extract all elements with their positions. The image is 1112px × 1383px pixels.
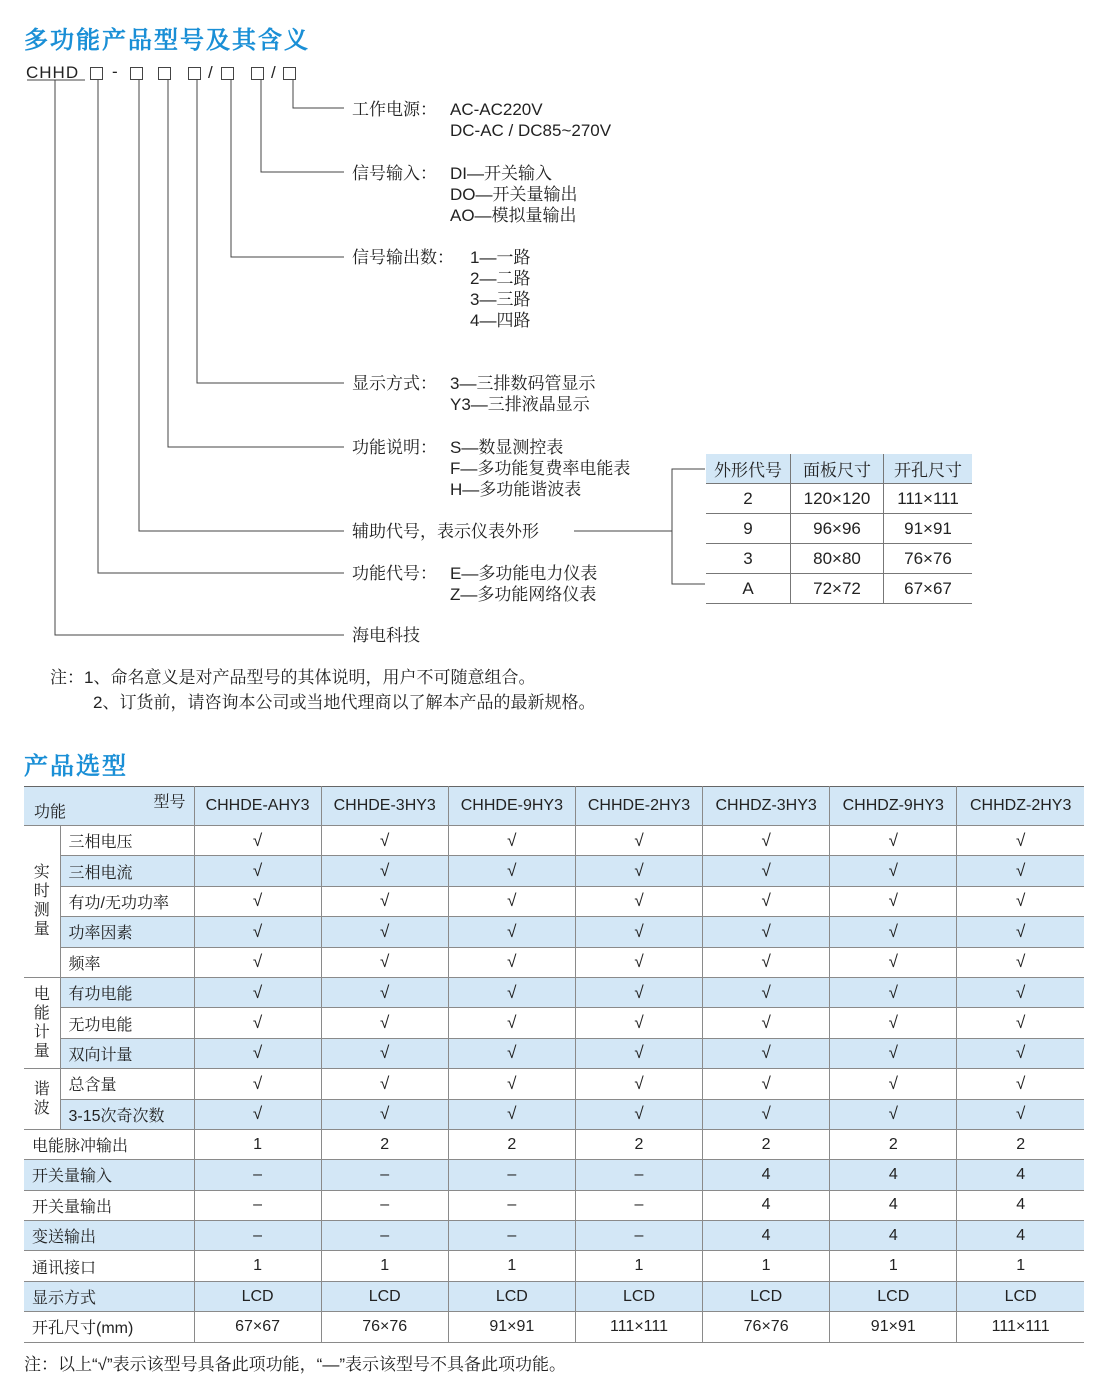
check-mark-cell: √: [448, 917, 575, 947]
group-label: 谐波: [33, 1081, 50, 1118]
check-mark-cell: √: [703, 947, 830, 977]
model-header-cell: CHHDZ-9HY3: [830, 787, 957, 826]
value-cell: –: [575, 1190, 702, 1220]
table-row: [24, 1129, 1084, 1159]
check-mark-cell: √: [703, 826, 830, 856]
func-code-label: 功能代号：: [352, 564, 437, 583]
table-row: [24, 886, 1084, 916]
value-cell: 4: [957, 1221, 1084, 1251]
check-mark-cell: √: [448, 1038, 575, 1068]
value-cell: 2: [321, 1129, 448, 1159]
group-label-cell: [24, 826, 60, 978]
value-cell: –: [448, 1221, 575, 1251]
check-mark-cell: √: [957, 917, 1084, 947]
value-cell: 4: [830, 1221, 957, 1251]
check-mark-cell: √: [448, 826, 575, 856]
note-1: 注：1、命名意义是对产品型号的其体说明，用户不可随意组合。: [50, 668, 536, 687]
check-mark-cell: √: [321, 886, 448, 916]
value-cell: –: [194, 1160, 321, 1190]
check-mark-cell: √: [830, 947, 957, 977]
size-header-code: 外形代号: [706, 454, 791, 484]
model-sep-dash: -: [112, 62, 118, 81]
value-cell: 2: [830, 1129, 957, 1159]
size-cell: 111×111: [884, 484, 973, 514]
feature-label: 频率: [60, 947, 194, 977]
check-mark-cell: √: [448, 947, 575, 977]
check-mark-cell: √: [957, 947, 1084, 977]
note-2: 2、订货前，请咨询本公司或当地代理商以了解本产品的最新规格。: [93, 693, 596, 712]
value-cell: 2: [703, 1129, 830, 1159]
value-cell: 111×111: [575, 1312, 702, 1342]
value-cell: 4: [703, 1160, 830, 1190]
power-label: 工作电源：: [352, 100, 437, 119]
check-mark-cell: √: [448, 886, 575, 916]
check-mark-cell: √: [448, 1099, 575, 1129]
check-mark-cell: √: [830, 826, 957, 856]
size-cell: 76×76: [884, 544, 973, 574]
display-label: 显示方式：: [352, 374, 437, 393]
signal-in-line-2: DO—开关量输出: [450, 185, 578, 204]
check-mark-cell: √: [448, 977, 575, 1007]
value-cell: LCD: [703, 1281, 830, 1311]
signal-in-line-3: AO—模拟量输出: [450, 206, 577, 225]
feature-label: 三相电压: [60, 826, 194, 856]
table-row: [24, 1160, 1084, 1190]
check-mark-cell: √: [957, 826, 1084, 856]
size-table-header: [706, 454, 972, 484]
aux-label: 辅助代号，表示仪表外形: [352, 522, 539, 541]
table-row: [24, 856, 1084, 886]
value-cell: 76×76: [321, 1312, 448, 1342]
size-cell: 96×96: [791, 514, 884, 544]
value-cell: 1: [448, 1251, 575, 1281]
check-mark-cell: √: [830, 977, 957, 1007]
check-mark-cell: √: [194, 977, 321, 1007]
power-line-2: DC-AC / DC85~270V: [450, 121, 612, 140]
check-mark-cell: √: [575, 947, 702, 977]
value-cell: –: [448, 1190, 575, 1220]
signal-out-label: 信号输出数：: [352, 248, 454, 267]
table-row: [24, 977, 1084, 1007]
value-cell: 4: [957, 1160, 1084, 1190]
size-table-row: [706, 514, 972, 544]
display-line-1: 3—三排数码管显示: [450, 374, 596, 393]
value-cell: 1: [830, 1251, 957, 1281]
value-cell: 1: [194, 1129, 321, 1159]
value-cell: 1: [194, 1251, 321, 1281]
check-mark-cell: √: [321, 826, 448, 856]
table-row: [24, 826, 1084, 856]
model-sep-slash-2: /: [271, 63, 276, 82]
check-mark-cell: √: [575, 1069, 702, 1099]
func-code-line-1: E—多功能电力仪表: [450, 564, 598, 583]
check-mark-cell: √: [321, 1008, 448, 1038]
size-cell: 67×67: [884, 574, 973, 604]
table-row: [24, 947, 1084, 977]
value-cell: –: [194, 1190, 321, 1220]
size-cell: A: [706, 574, 791, 604]
check-mark-cell: √: [830, 1099, 957, 1129]
size-header-cutout: 开孔尺寸: [884, 454, 973, 484]
check-mark-cell: √: [194, 917, 321, 947]
size-header-panel: 面板尺寸: [791, 454, 884, 484]
table-row: [24, 917, 1084, 947]
size-cell: 120×120: [791, 484, 884, 514]
value-cell: –: [575, 1221, 702, 1251]
value-cell: 111×111: [957, 1312, 1084, 1342]
feature-label: 开关量输入: [24, 1160, 194, 1190]
check-mark-cell: √: [957, 1099, 1084, 1129]
check-mark-cell: √: [194, 1099, 321, 1129]
model-header-cell: CHHDE-2HY3: [575, 787, 702, 826]
check-mark-cell: √: [957, 856, 1084, 886]
check-mark-cell: √: [830, 917, 957, 947]
value-cell: –: [321, 1221, 448, 1251]
feature-label: 双向计量: [60, 1038, 194, 1068]
model-meaning-heading: 多功能产品型号及其含义: [24, 27, 310, 54]
check-mark-cell: √: [194, 886, 321, 916]
check-mark-cell: √: [830, 1008, 957, 1038]
value-cell: 2: [575, 1129, 702, 1159]
group-label-cell: [24, 977, 60, 1068]
value-cell: –: [321, 1160, 448, 1190]
check-mark-cell: √: [703, 856, 830, 886]
value-cell: 2: [957, 1129, 1084, 1159]
check-mark-cell: √: [575, 856, 702, 886]
feature-label: 总含量: [60, 1069, 194, 1099]
feature-label: 通讯接口: [24, 1251, 194, 1281]
check-mark-cell: √: [830, 886, 957, 916]
value-cell: –: [575, 1160, 702, 1190]
value-cell: 1: [957, 1251, 1084, 1281]
product-select-heading: 产品选型: [24, 753, 128, 780]
product-selection-table: [24, 786, 1084, 1343]
check-mark-cell: √: [703, 1069, 830, 1099]
value-cell: 91×91: [448, 1312, 575, 1342]
value-cell: 91×91: [830, 1312, 957, 1342]
check-mark-cell: √: [575, 886, 702, 916]
check-mark-cell: √: [703, 1038, 830, 1068]
signal-out-line-2: 2—二路: [470, 269, 531, 288]
signal-in-line-1: DI—开关输入: [450, 164, 552, 183]
value-cell: 2: [448, 1129, 575, 1159]
check-mark-cell: √: [575, 977, 702, 1007]
check-mark-cell: √: [194, 1069, 321, 1099]
check-mark-cell: √: [957, 977, 1084, 1007]
check-mark-cell: √: [321, 1099, 448, 1129]
value-cell: LCD: [448, 1281, 575, 1311]
size-cell: 72×72: [791, 574, 884, 604]
feature-label: 变送输出: [24, 1221, 194, 1251]
feature-label: 三相电流: [60, 856, 194, 886]
display-line-2: Y3—三排液晶显示: [450, 395, 590, 414]
check-mark-cell: √: [575, 917, 702, 947]
check-mark-cell: √: [194, 947, 321, 977]
feature-label: 显示方式: [24, 1281, 194, 1311]
model-header-cell: CHHDZ-3HY3: [703, 787, 830, 826]
header-function-label: 功能: [34, 804, 67, 821]
table-row: [24, 1312, 1084, 1342]
function-label: 功能说明：: [352, 438, 437, 457]
check-mark-cell: √: [703, 886, 830, 916]
power-line-1: AC-AC220V: [450, 100, 543, 119]
signal-out-line-4: 4—四路: [470, 311, 531, 330]
check-mark-cell: √: [957, 1008, 1084, 1038]
value-cell: LCD: [575, 1281, 702, 1311]
check-mark-cell: √: [448, 1008, 575, 1038]
check-mark-cell: √: [957, 1069, 1084, 1099]
table-row: [24, 1099, 1084, 1129]
value-cell: LCD: [830, 1281, 957, 1311]
value-cell: LCD: [194, 1281, 321, 1311]
header-model-label: 型号: [153, 794, 186, 811]
size-cell: 91×91: [884, 514, 973, 544]
group-label: 电能计量: [33, 986, 50, 1061]
size-table-row: [706, 544, 972, 574]
feature-label: 3-15次奇次数: [60, 1099, 194, 1129]
model-sep-slash-1: /: [208, 63, 213, 82]
function-line-3: H—多功能谐波表: [450, 480, 582, 499]
header-corner-cell: [24, 787, 194, 826]
check-mark-cell: √: [194, 1038, 321, 1068]
size-cell: 3: [706, 544, 791, 574]
check-mark-cell: √: [703, 1099, 830, 1129]
check-mark-cell: √: [830, 1069, 957, 1099]
size-cell: 80×80: [791, 544, 884, 574]
table-row: [24, 1281, 1084, 1311]
signal-out-line-1: 1—一路: [470, 248, 531, 267]
feature-label: 开孔尺寸(mm): [24, 1312, 194, 1342]
feature-label: 有功电能: [60, 977, 194, 1007]
size-cell: 9: [706, 514, 791, 544]
check-mark-cell: √: [194, 1008, 321, 1038]
check-mark-cell: √: [448, 856, 575, 886]
table-row: [24, 1251, 1084, 1281]
size-table-row: [706, 574, 972, 604]
table-row: [24, 1038, 1084, 1068]
check-mark-cell: √: [830, 1038, 957, 1068]
table-row: [24, 1008, 1084, 1038]
feature-label: 无功电能: [60, 1008, 194, 1038]
group-label: 实时测量: [33, 864, 50, 939]
feature-label: 有功/无功功率: [60, 886, 194, 916]
check-mark-cell: √: [448, 1069, 575, 1099]
check-mark-cell: √: [575, 1008, 702, 1038]
model-prefix: CHHD: [26, 63, 80, 82]
value-cell: 4: [703, 1190, 830, 1220]
selection-header-row: [24, 787, 1084, 826]
value-cell: 4: [957, 1190, 1084, 1220]
table-row: [24, 1221, 1084, 1251]
value-cell: 1: [703, 1251, 830, 1281]
func-code-line-2: Z—多功能网络仪表: [450, 585, 597, 604]
check-mark-cell: √: [321, 1038, 448, 1068]
table-row: [24, 1190, 1084, 1220]
check-mark-cell: √: [321, 977, 448, 1007]
feature-label: 电能脉冲输出: [24, 1129, 194, 1159]
check-mark-cell: √: [321, 1069, 448, 1099]
value-cell: –: [448, 1160, 575, 1190]
signal-out-line-3: 3—三路: [470, 290, 531, 309]
value-cell: LCD: [321, 1281, 448, 1311]
feature-label: 开关量输出: [24, 1190, 194, 1220]
check-mark-cell: √: [575, 1099, 702, 1129]
check-mark-cell: √: [575, 1038, 702, 1068]
value-cell: LCD: [957, 1281, 1084, 1311]
check-mark-cell: √: [703, 917, 830, 947]
check-mark-cell: √: [321, 947, 448, 977]
model-header-cell: CHHDE-3HY3: [321, 787, 448, 826]
check-mark-cell: √: [830, 856, 957, 886]
check-mark-cell: √: [321, 856, 448, 886]
size-cell: 2: [706, 484, 791, 514]
brand-label: 海电科技: [352, 626, 420, 645]
table-row: [24, 1069, 1084, 1099]
function-line-2: F—多功能复费率电能表: [450, 459, 631, 478]
size-table-row: [706, 484, 972, 514]
signal-in-label: 信号输入：: [352, 164, 437, 183]
check-mark-cell: √: [957, 1038, 1084, 1068]
size-table: [706, 454, 972, 604]
value-cell: 1: [575, 1251, 702, 1281]
check-mark-cell: √: [194, 826, 321, 856]
value-cell: 4: [830, 1190, 957, 1220]
model-header-cell: CHHDZ-2HY3: [957, 787, 1084, 826]
model-header-cell: CHHDE-AHY3: [194, 787, 321, 826]
footer-note: 注：以上“√”表示该型号具备此项功能，“—”表示该型号不具备此项功能。: [24, 1355, 566, 1374]
check-mark-cell: √: [575, 826, 702, 856]
group-label-cell: [24, 1069, 60, 1130]
check-mark-cell: √: [957, 886, 1084, 916]
value-cell: 67×67: [194, 1312, 321, 1342]
check-mark-cell: √: [321, 917, 448, 947]
value-cell: 76×76: [703, 1312, 830, 1342]
value-cell: 1: [321, 1251, 448, 1281]
feature-label: 功率因素: [60, 917, 194, 947]
check-mark-cell: √: [703, 1008, 830, 1038]
model-header-cell: CHHDE-9HY3: [448, 787, 575, 826]
check-mark-cell: √: [703, 977, 830, 1007]
value-cell: 4: [703, 1221, 830, 1251]
value-cell: –: [194, 1221, 321, 1251]
function-line-1: S—数显测控表: [450, 438, 564, 457]
value-cell: 4: [830, 1160, 957, 1190]
value-cell: –: [321, 1190, 448, 1220]
check-mark-cell: √: [194, 856, 321, 886]
